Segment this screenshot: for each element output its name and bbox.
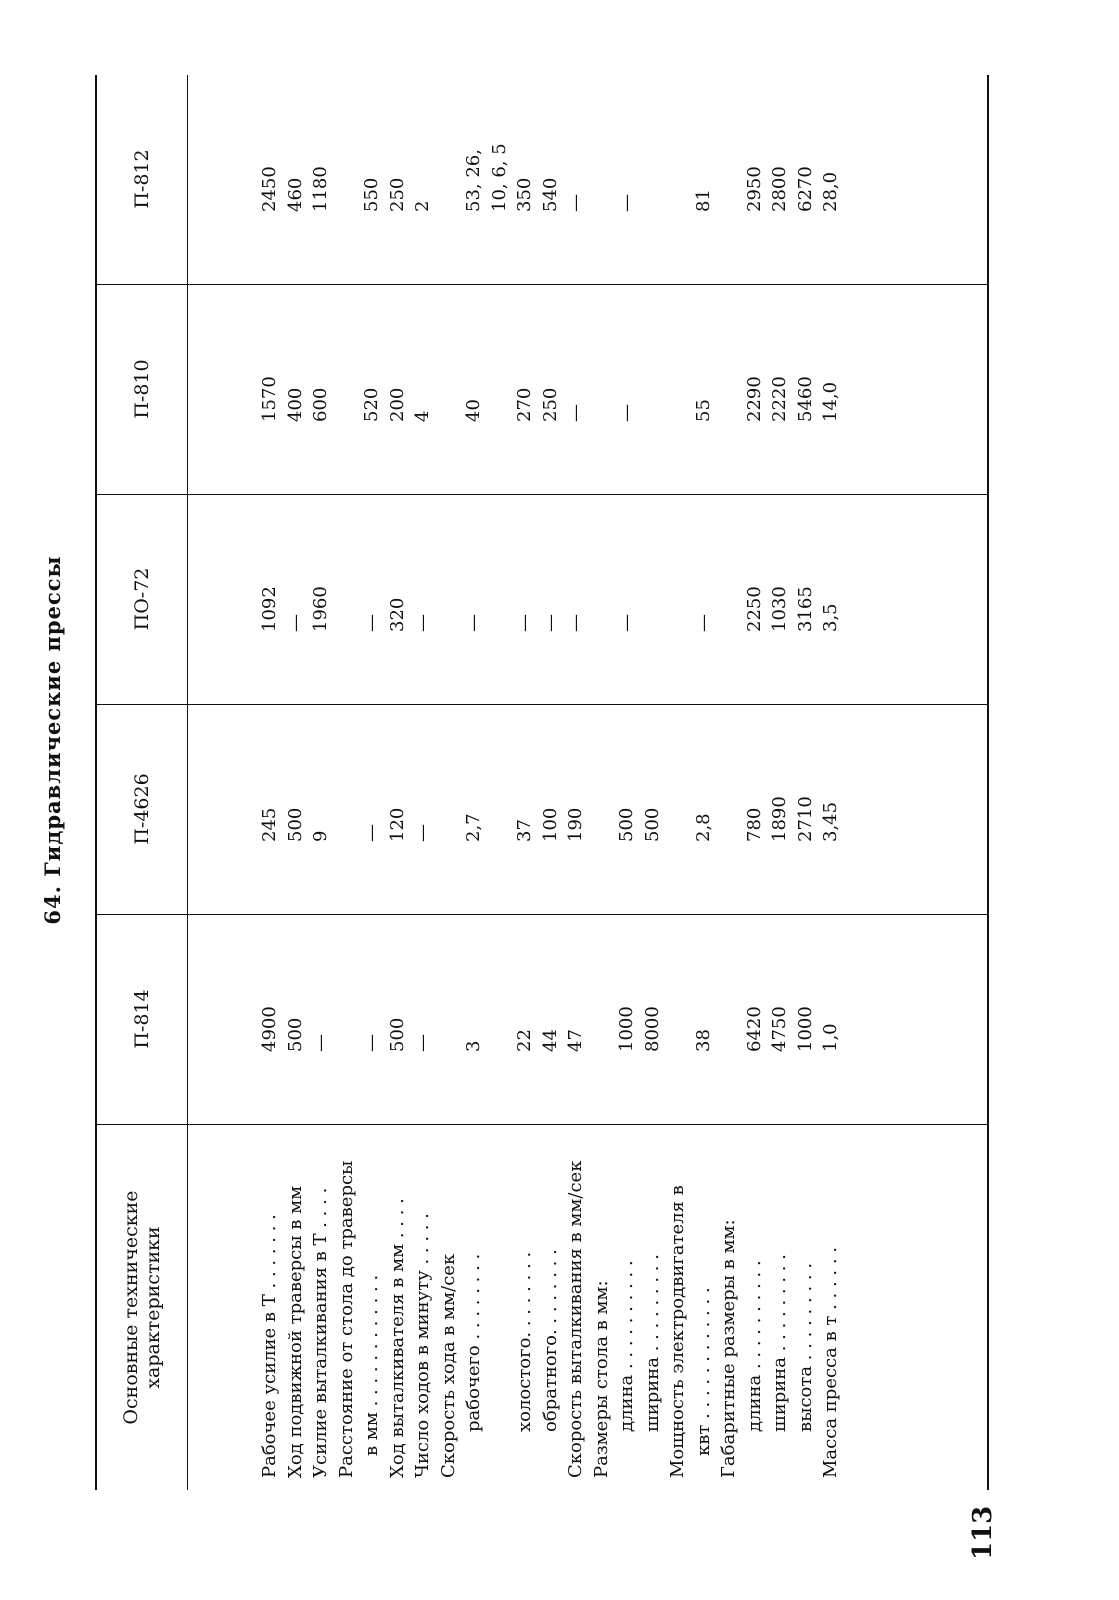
- table-cell: —: [310, 1034, 331, 1052]
- table-cell: 3: [463, 1040, 484, 1052]
- table-cell: 1960: [310, 586, 331, 632]
- column-po72: [187, 494, 987, 705]
- table-cell: —: [412, 824, 433, 842]
- table-cell: —: [361, 824, 382, 842]
- parameter-label: Размеры стола в мм:: [590, 1280, 612, 1478]
- table-cell: [589, 704, 615, 914]
- table-cell: 2,7: [463, 813, 484, 842]
- parameters-column: [187, 1125, 987, 1490]
- table-cell: [487, 914, 513, 1124]
- table-cell: 4900: [259, 1006, 280, 1052]
- table-cell: 190: [565, 807, 586, 842]
- table-cell: 1570: [259, 376, 280, 422]
- table-cell: [716, 494, 742, 704]
- table-cell: [487, 284, 513, 494]
- parameter-label: Усилие выталкивания в Т . . . .: [310, 1187, 331, 1478]
- parameter-label: Ход выталкивателя в мм . . . .: [386, 1198, 408, 1478]
- table-cell: [436, 914, 462, 1124]
- table-cell: 250: [539, 387, 561, 422]
- table-cell: 37: [514, 819, 535, 842]
- parameter-labels: [187, 1125, 844, 1490]
- table-cell: 200: [386, 387, 408, 422]
- parameter-label: рабочего . . . . . . . .: [463, 1253, 484, 1432]
- table-cell: 350: [514, 177, 535, 212]
- table-cell: 780: [743, 807, 765, 842]
- table-cell: [334, 494, 360, 704]
- table-cell: 1890: [769, 796, 790, 842]
- table-cell: 47: [565, 1029, 586, 1052]
- table-cell: 500: [616, 807, 637, 842]
- table-cell: 320: [386, 597, 408, 632]
- table-cell: [436, 704, 462, 914]
- parameter-label: обратного. . . . . . . .: [539, 1249, 561, 1432]
- table-cell: —: [616, 614, 637, 632]
- table-cell: 38: [692, 1029, 714, 1052]
- table-cell: [589, 494, 615, 704]
- table-cell: [436, 74, 462, 284]
- table-cell: [665, 284, 691, 494]
- table-cell: 245: [259, 807, 280, 842]
- table-cell: 8000: [641, 1006, 663, 1052]
- table-cell: 22: [514, 1029, 535, 1052]
- parameter-label: Скорость хода в мм/сек: [437, 1253, 459, 1478]
- table-cell: [589, 74, 615, 284]
- table-cell: —: [361, 614, 382, 632]
- header-p810: П-810: [97, 284, 187, 495]
- table-cell: —: [539, 614, 561, 632]
- table-cell: 400: [284, 387, 306, 422]
- parameter-label: Число ходов в минуту . . . . .: [412, 1213, 433, 1478]
- column-p4626: [187, 704, 987, 915]
- table-cell: 2450: [259, 166, 280, 212]
- table-cell: [640, 74, 666, 284]
- table-cell: —: [412, 1034, 433, 1052]
- table-title: 64. Гидравлические прессы: [40, 555, 65, 925]
- table-cell: 500: [284, 807, 306, 842]
- parameter-label: Расстояние от стола до траверсы: [335, 1160, 357, 1478]
- table-cell: [436, 494, 462, 704]
- table-cell: 2220: [769, 376, 790, 422]
- table-cell: —: [284, 614, 306, 632]
- values-p812: [187, 74, 844, 284]
- values-po72: [187, 494, 844, 704]
- table-cell: 9: [310, 830, 331, 842]
- table-cell: [665, 914, 691, 1124]
- table-cell: —: [616, 404, 637, 422]
- header-po72: ПО-72: [97, 494, 187, 705]
- table-cell: [334, 704, 360, 914]
- parameter-label: Ход подвижной траверсы в мм: [284, 1185, 306, 1478]
- table-cell: [436, 284, 462, 494]
- table-cell: 270: [514, 387, 535, 422]
- table-cell: 500: [641, 807, 663, 842]
- table-cell: 5460: [794, 376, 816, 422]
- parameter-label: ширина . . . . . . . . .: [769, 1254, 790, 1432]
- table-cell: 1030: [769, 586, 790, 632]
- values-p810: [187, 284, 844, 494]
- column-p812: [187, 74, 987, 285]
- table-cell: [665, 494, 691, 704]
- table-cell: 44: [539, 1029, 561, 1052]
- parameter-label: Скорость выталкивания в мм/сек: [565, 1160, 586, 1478]
- table-cell: [665, 704, 691, 914]
- values-p4626: [187, 704, 844, 914]
- table-cell: 10, 6, 5: [488, 143, 510, 212]
- column-p810: [187, 284, 987, 495]
- table-cell: 2,8: [692, 813, 714, 842]
- table-cell: —: [565, 194, 586, 212]
- table-cell: 500: [284, 1017, 306, 1052]
- table-cell: 1180: [310, 166, 331, 212]
- table-cell: 1092: [259, 586, 280, 632]
- table-cell: —: [565, 404, 586, 422]
- table-cell: 14,0: [820, 381, 841, 422]
- table-cell: [716, 914, 742, 1124]
- table-cell: —: [412, 614, 433, 632]
- values-p814: [187, 914, 844, 1124]
- table-cell: 6270: [794, 166, 816, 212]
- table-cell: —: [514, 614, 535, 632]
- table-cell: [716, 74, 742, 284]
- table-cell: 81: [692, 189, 714, 212]
- parameter-label: Рабочее усилие в Т . . . . . . .: [259, 1214, 280, 1478]
- parameter-label: высота . . . . . . . . .: [794, 1262, 816, 1432]
- table-cell: 540: [539, 177, 561, 212]
- table-cell: 600: [310, 387, 331, 422]
- table-cell: [334, 284, 360, 494]
- table-cell: 2800: [769, 166, 790, 212]
- table-cell: —: [463, 614, 484, 632]
- table-cell: 500: [386, 1017, 408, 1052]
- table-header-row: [97, 75, 188, 1490]
- table-cell: [487, 494, 513, 704]
- table-cell: [334, 74, 360, 284]
- table-cell: 3,5: [820, 603, 841, 632]
- header-p812: П-812: [97, 74, 187, 285]
- header-p814: П-814: [97, 914, 187, 1125]
- table-cell: —: [616, 194, 637, 212]
- parameter-label: Мощность электродвигателя в: [667, 1185, 688, 1478]
- table-cell: [716, 704, 742, 914]
- table-cell: [640, 494, 666, 704]
- table-cell: 3165: [794, 586, 816, 632]
- parameter-label: в мм . . . . . . . . . . . .: [361, 1274, 382, 1456]
- table-cell: 520: [361, 387, 382, 422]
- table-cell: 100: [539, 807, 561, 842]
- page-number: 113: [968, 1505, 998, 1560]
- table-cell: [487, 704, 513, 914]
- table-cell: 53, 26,: [463, 149, 484, 212]
- table-cell: 3,45: [820, 801, 841, 842]
- parameter-label: квт . . . . . . . . . . . .: [692, 1287, 714, 1456]
- header-characteristics: Основные технические характеристики: [120, 1190, 164, 1425]
- table-cell: 1000: [616, 1006, 637, 1052]
- table-cell: 550: [361, 177, 382, 212]
- table-cell: 4: [412, 410, 433, 422]
- table-cell: 2950: [743, 166, 765, 212]
- table-cell: [665, 74, 691, 284]
- table-cell: 1,0: [820, 1023, 841, 1052]
- table-cell: —: [692, 614, 714, 632]
- parameter-label: холостого. . . . . . . .: [514, 1251, 535, 1432]
- parameter-label: длина . . . . . . . . . .: [616, 1260, 637, 1432]
- column-p814: [187, 914, 987, 1125]
- parameter-label: Масса пресса в т . . . . . .: [820, 1246, 841, 1478]
- table-cell: [589, 914, 615, 1124]
- table-cell: 2710: [794, 796, 816, 842]
- parameter-label: длина . . . . . . . . . .: [743, 1260, 765, 1432]
- table-cell: 120: [386, 807, 408, 842]
- table-cell: 4750: [769, 1006, 790, 1052]
- table-cell: 2250: [743, 586, 765, 632]
- table-cell: [716, 284, 742, 494]
- table-cell: [334, 914, 360, 1124]
- table-cell: 1000: [794, 1006, 816, 1052]
- table-cell: 250: [386, 177, 408, 212]
- table-cell: [589, 284, 615, 494]
- table-cell: —: [361, 1034, 382, 1052]
- table-cell: [640, 284, 666, 494]
- parameter-label: ширина . . . . . . . . .: [641, 1254, 663, 1432]
- table-cell: 28,0: [820, 171, 841, 212]
- table-cell: —: [565, 614, 586, 632]
- presses-table: [95, 75, 989, 1490]
- table-cell: 40: [463, 399, 484, 422]
- parameter-label: Габаритные размеры в мм:: [718, 1219, 739, 1478]
- table-cell: 2: [412, 200, 433, 212]
- table-cell: 2290: [743, 376, 765, 422]
- table-cell: 6420: [743, 1006, 765, 1052]
- table-cell: 460: [284, 177, 306, 212]
- header-p4626: П-4626: [97, 704, 187, 915]
- table-cell: 55: [692, 399, 714, 422]
- parameter-label: [487, 1125, 513, 1490]
